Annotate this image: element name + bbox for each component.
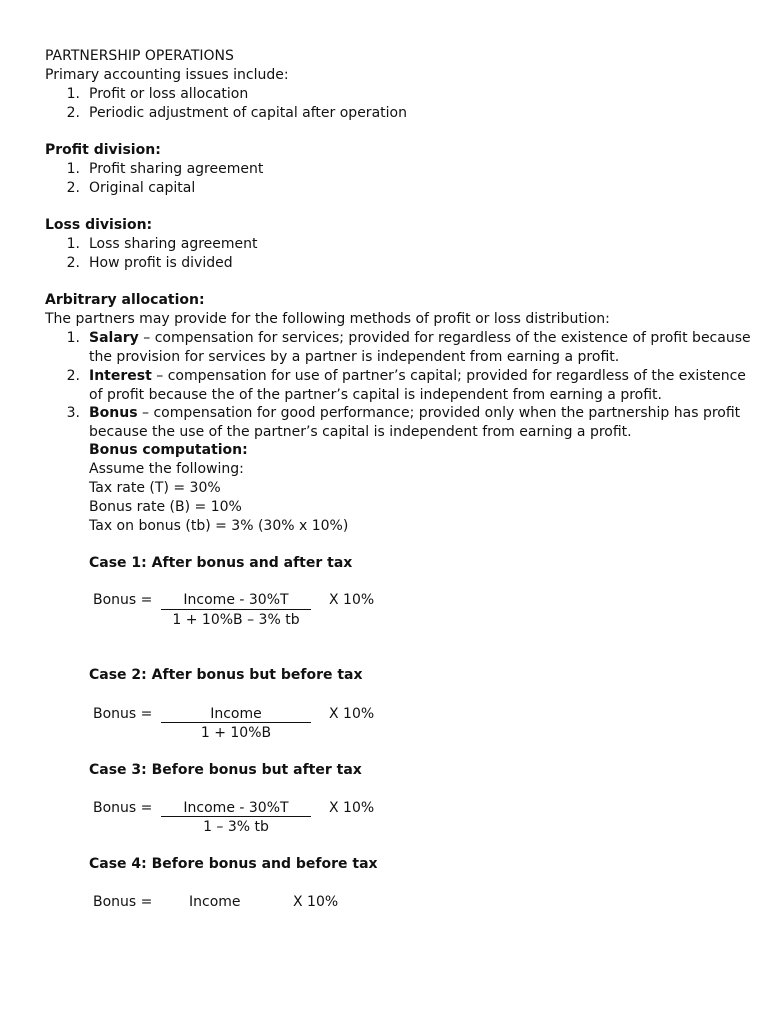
- bonus-rate: Bonus rate (B) = 10%: [89, 499, 242, 515]
- list-item: Profit sharing agreement: [89, 161, 264, 177]
- list-number: 1.: [66, 161, 80, 177]
- term-interest: Interest: [89, 368, 152, 384]
- list-number: 1.: [66, 236, 80, 252]
- arbitrary-intro: The partners may provide for the following methods of profit or loss distribution:: [45, 311, 610, 327]
- list-number: 2.: [66, 180, 80, 196]
- case-heading: Case 1: After bonus and after tax: [89, 555, 353, 571]
- section-heading-profit-division: Profit division:: [45, 142, 161, 158]
- section-heading-loss-division: Loss division:: [45, 217, 153, 233]
- term-description-cont: the provision for services by a partner is independent from earning a profit.: [89, 349, 620, 365]
- term-bonus: Bonus: [89, 405, 138, 421]
- formula-denominator: 1 – 3% tb: [203, 819, 269, 835]
- case-heading: Case 4: Before bonus and before tax: [89, 856, 378, 872]
- term-description: – compensation for good performance; provided only when the partnership has profit: [137, 405, 741, 421]
- case-heading: Case 3: Before bonus but after tax: [89, 762, 362, 778]
- formula-denominator: 1 + 10%B: [200, 725, 272, 741]
- list-number: 2.: [66, 368, 80, 384]
- formula-numerator: Income - 30%T: [183, 592, 289, 608]
- formula-lhs: Bonus =: [93, 592, 153, 608]
- formula-lhs: Bonus =: [93, 800, 153, 816]
- list-item: Loss sharing agreement: [89, 236, 258, 252]
- fraction-bar: [161, 609, 311, 610]
- formula-multiplier: X 10%: [329, 592, 375, 608]
- formula-multiplier: X 10%: [329, 800, 375, 816]
- list-item: Periodic adjustment of capital after operation: [89, 105, 407, 121]
- term-description-cont: because the use of the partner’s capital is independent from earning a profit.: [89, 424, 632, 440]
- term-description-cont: of profit because the of the partner’s capital is independent from earning a profit.: [89, 387, 662, 403]
- doc-title: PARTNERSHIP OPERATIONS: [45, 48, 234, 64]
- subheading-bonus-computation: Bonus computation:: [89, 442, 248, 458]
- section-heading-arbitrary-allocation: Arbitrary allocation:: [45, 292, 205, 308]
- fraction-bar: [161, 722, 311, 723]
- assume-text: Assume the following:: [89, 461, 244, 477]
- term-description: – compensation for services; provided for regardless of the existence of profit because: [138, 330, 751, 346]
- tax-on-bonus: Tax on bonus (tb) = 3% (30% x 10%): [89, 518, 349, 534]
- formula-denominator: 1 + 10%B – 3% tb: [172, 612, 300, 628]
- list-item-bonus: [89, 404, 740, 423]
- list-item-interest: [89, 367, 746, 386]
- formula-lhs: Bonus =: [93, 706, 153, 722]
- formula-numerator: Income - 30%T: [183, 800, 289, 816]
- list-number: 3.: [66, 405, 80, 421]
- list-number: 1.: [66, 86, 80, 102]
- list-item: Original capital: [89, 180, 196, 196]
- formula-multiplier: X 10%: [329, 706, 375, 722]
- formula-lhs: Bonus =: [93, 894, 153, 910]
- list-number: 1.: [66, 330, 80, 346]
- list-item: Profit or loss allocation: [89, 86, 249, 102]
- list-number: 2.: [66, 255, 80, 271]
- tax-rate: Tax rate (T) = 30%: [89, 480, 221, 496]
- formula-multiplier: X 10%: [293, 894, 339, 910]
- case-heading: Case 2: After bonus but before tax: [89, 667, 363, 683]
- formula-numerator: Income: [189, 894, 241, 910]
- list-number: 2.: [66, 105, 80, 121]
- intro-text: Primary accounting issues include:: [45, 67, 289, 83]
- fraction-bar: [161, 816, 311, 817]
- formula-numerator: Income: [210, 706, 262, 722]
- term-description: – compensation for use of partner’s capital; provided for regardless of the existence: [151, 368, 746, 384]
- list-item: How profit is divided: [89, 255, 233, 271]
- list-item-salary: [89, 329, 751, 348]
- term-salary: Salary: [89, 330, 139, 346]
